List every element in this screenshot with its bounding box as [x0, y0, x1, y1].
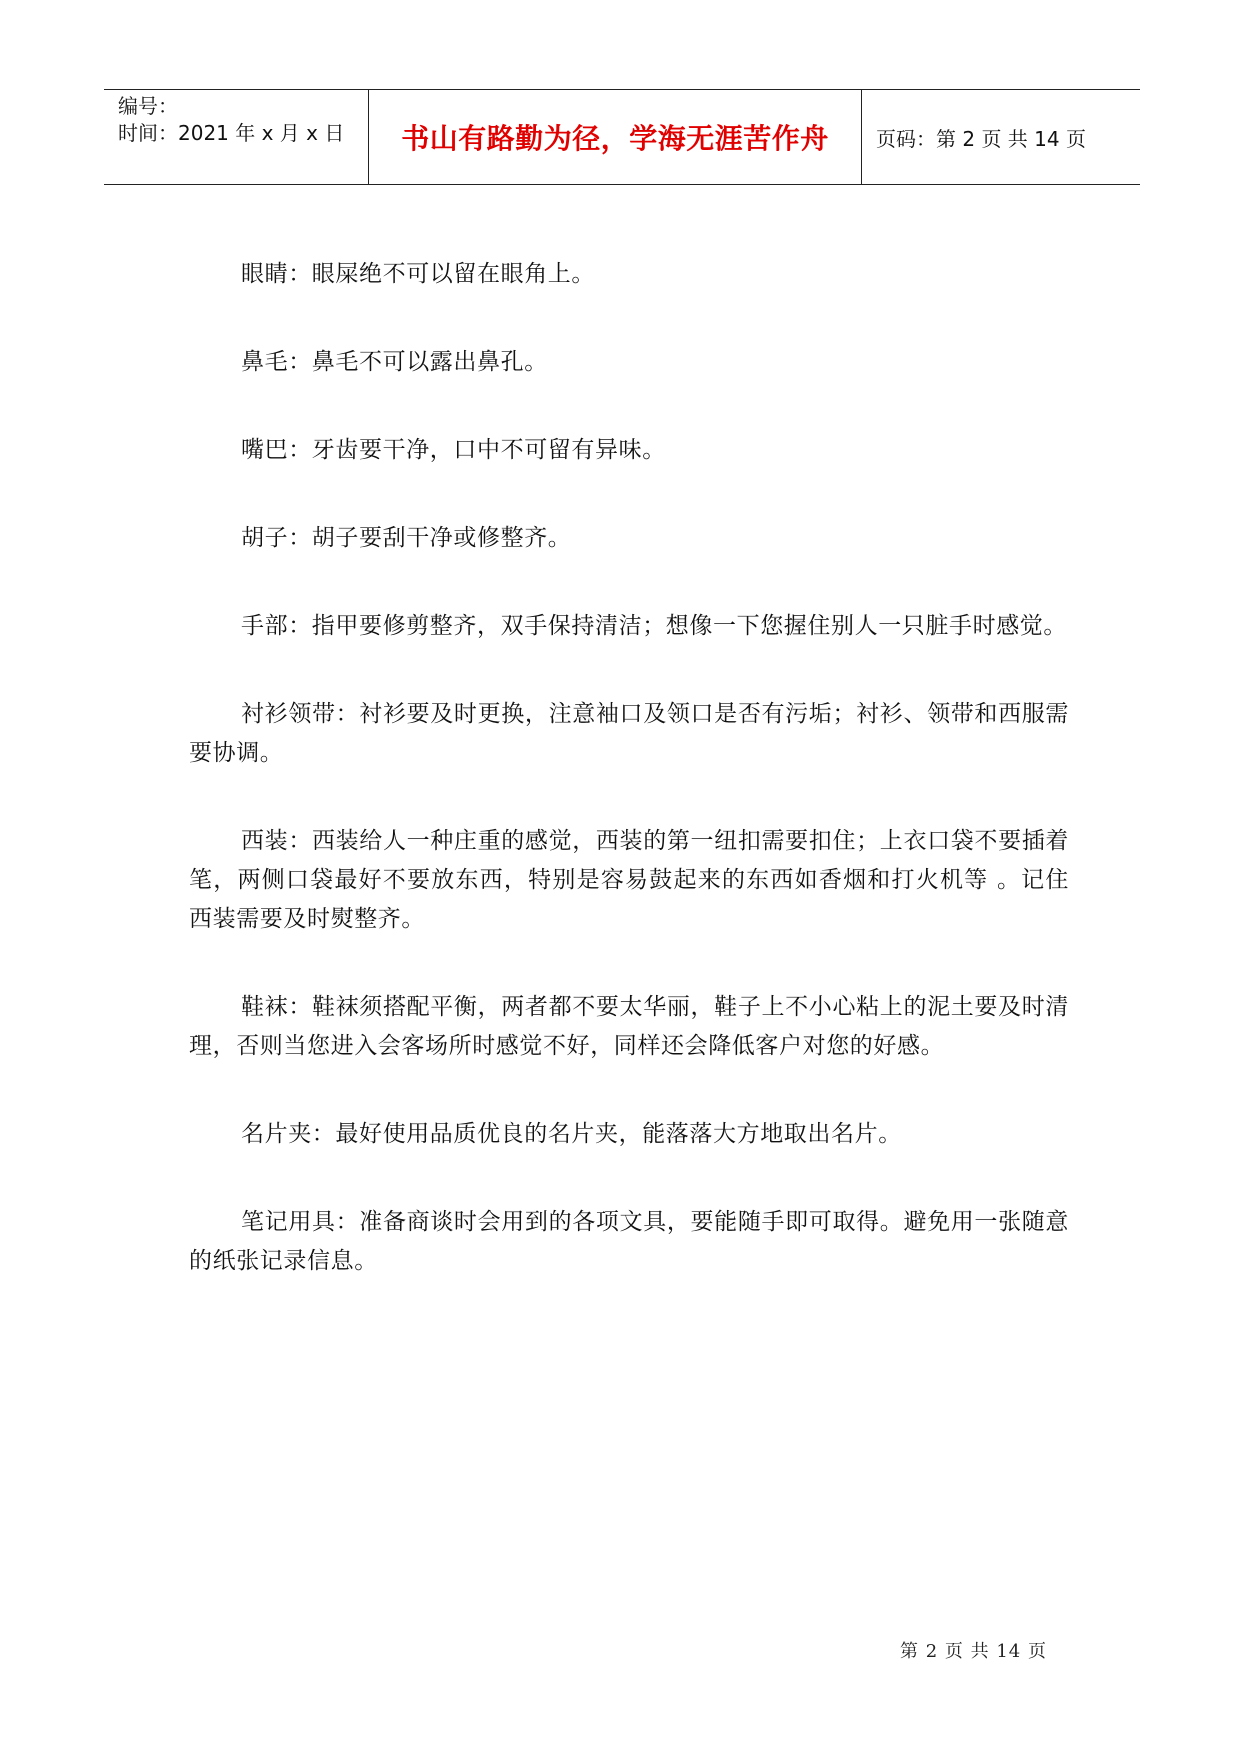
- document-number-label: 编号：: [118, 94, 178, 118]
- paragraph-beard: 胡子：胡子要刮干净或修整齐。: [241, 525, 572, 551]
- paragraph-suit: 西装：西装给人一种庄重的感觉，西装的第一纽扣需要扣住；上衣口袋不要插着笔，两侧口袋最好不要放东西，特别是容易鼓起来的东西如香烟和打火机等 。记住西装需要及时熨整齐。: [189, 828, 1069, 932]
- paragraph-card-holder: 名片夹：最好使用品质优良的名片夹，能落落大方地取出名片。: [241, 1121, 902, 1147]
- paragraph-shoes-socks: 鞋袜：鞋袜须搭配平衡，两者都不要太华丽，鞋子上不小心粘上的泥土要及时清理，否则当您进入会客场所时感觉不好，同样还会降低客户对您的好感。: [189, 994, 1069, 1059]
- header-page-cell: [862, 90, 1140, 184]
- header-motto: 书山有路勤为径，学海无涯苦作舟: [401, 122, 829, 155]
- paragraph-shirt-tie: 衬衫领带：衬衫要及时更换，注意袖口及领口是否有污垢；衬衫、领带和西服需要协调。: [189, 701, 1069, 766]
- paragraph-eyes: 眼睛：眼屎绝不可以留在眼角上。: [241, 261, 595, 287]
- paragraph-mouth: 嘴巴：牙齿要干净，口中不可留有异味。: [241, 437, 666, 463]
- page-footer: 第 2 页 共 14 页: [900, 1641, 1047, 1662]
- header-page-number: 页码：第 2 页 共 14 页: [876, 126, 1086, 151]
- header-motto-cell: [369, 90, 862, 184]
- paragraph-hands: 手部：指甲要修剪整齐，双手保持清洁；想像一下您握住别人一只脏手时感觉。: [241, 613, 1067, 639]
- paragraph-nose-hair: 鼻毛：鼻毛不可以露出鼻孔。: [241, 349, 548, 375]
- document-header: [104, 89, 1140, 185]
- paragraph-stationery: 笔记用具：准备商谈时会用到的各项文具，要能随手即可取得。避免用一张随意的纸张记录信息。: [189, 1209, 1069, 1274]
- document-time-label: 时间：2021 年 x 月 x 日: [118, 121, 345, 145]
- header-meta-cell: [104, 90, 369, 184]
- document-body: [189, 255, 1069, 1281]
